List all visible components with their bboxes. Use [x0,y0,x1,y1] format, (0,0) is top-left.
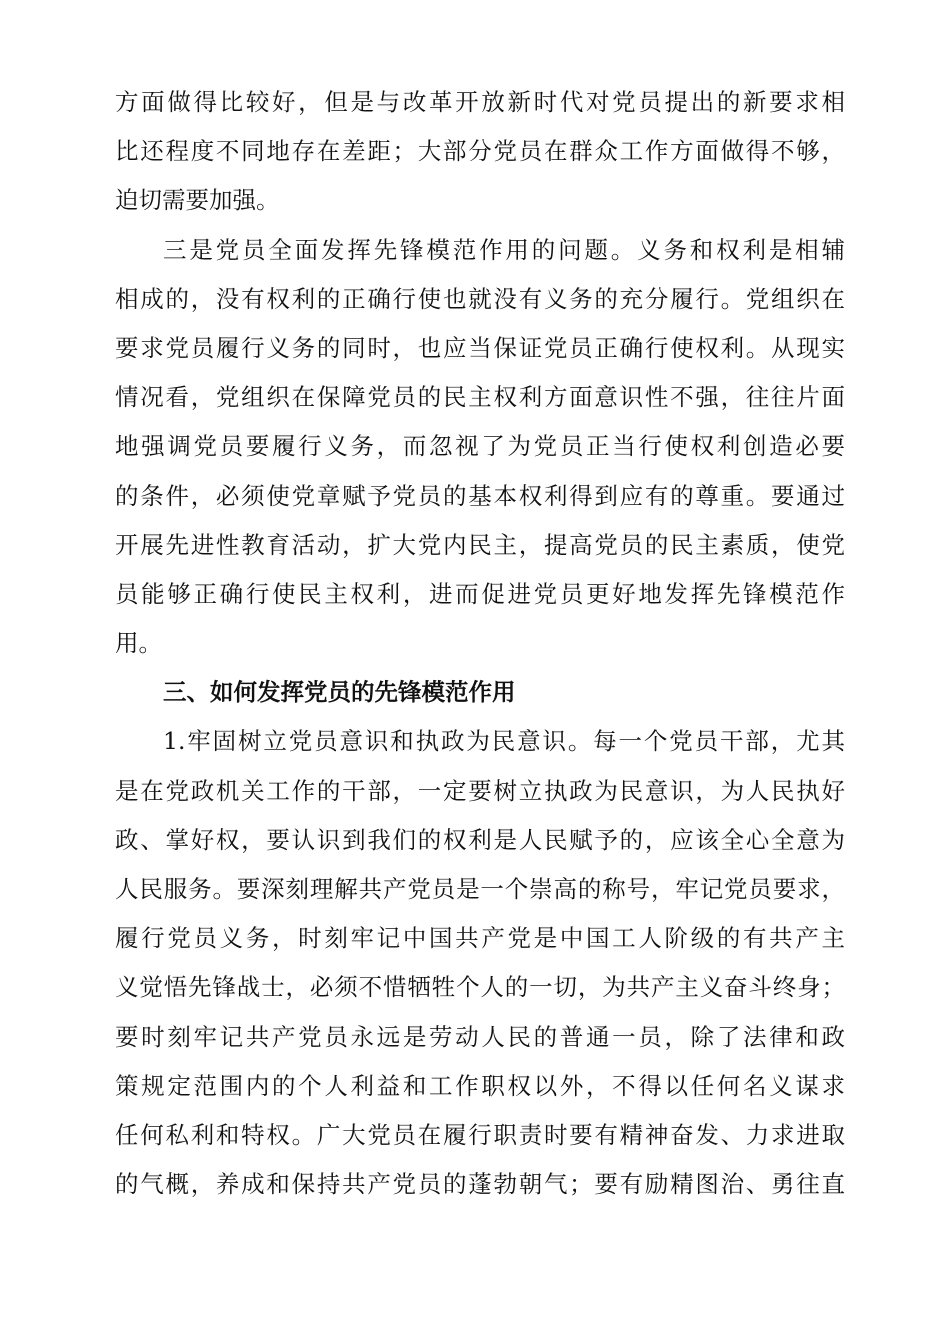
paragraph-1 [115,78,845,226]
text-line: 用。 [115,629,162,658]
heading-text: 三、如何发挥党员的先锋模范作用 [163,678,516,707]
text-line: 的气概，养成和保持共产党员的蓬勃朝气；要有励精图治、勇往直 [115,1170,845,1199]
text-line: 迫切需要加强。 [115,186,280,215]
text-line: 1.牢固树立党员意识和执政为民意识。每一个党员干部，尤其 [163,727,845,756]
text-line: 任何私利和特权。广大党员在履行职责时要有精神奋发、力求进取 [115,1120,845,1149]
text-line: 策规定范围内的个人利益和工作职权以外，不得以任何名义谋求 [115,1071,845,1100]
text-line: 地强调党员要履行义务，而忽视了为党员正当行使权利创造必要 [115,432,845,461]
text-line: 要求党员履行义务的同时，也应当保证党员正确行使权利。从现实 [115,333,845,362]
text-line: 是在党政机关工作的干部，一定要树立执政为民意识，为人民执好 [115,776,845,805]
text-line: 员能够正确行使民主权利，进而促进党员更好地发挥先锋模范作 [115,579,845,608]
section-heading [115,668,845,717]
paragraph-2 [115,226,845,669]
text-line: 开展先进性教育活动，扩大党内民主，提高党员的民主素质，使党 [115,530,845,559]
text-line: 义觉悟先锋战士，必须不惜牺牲个人的一切，为共产主义奋斗终身； [115,973,845,1002]
document-page [115,78,845,1209]
text-line: 情况看，党组织在保障党员的民主权利方面意识性不强，往往片面 [115,383,845,412]
text-line: 方面做得比较好，但是与改革开放新时代对党员提出的新要求相 [115,88,845,116]
text-line: 要时刻牢记共产党员永远是劳动人民的普通一员，除了法律和政 [115,1022,845,1051]
text-line: 相成的，没有权利的正确行使也就没有义务的充分履行。党组织在 [115,284,845,313]
text-line: 的条件，必须使党章赋予党员的基本权利得到应有的尊重。要通过 [115,481,845,510]
text-line: 比还程度不同地存在差距；大部分党员在群众工作方面做得不够， [115,137,845,166]
paragraph-3 [115,717,845,1209]
text-line: 三是党员全面发挥先锋模范作用的问题。义务和权利是相辅 [163,235,845,264]
text-line: 履行党员义务，时刻牢记中国共产党是中国工人阶级的有共产主 [115,924,845,953]
text-line: 政、掌好权，要认识到我们的权利是人民赋予的，应该全心全意为 [115,825,845,854]
text-line: 人民服务。要深刻理解共产党员是一个崇高的称号，牢记党员要求， [115,875,845,903]
